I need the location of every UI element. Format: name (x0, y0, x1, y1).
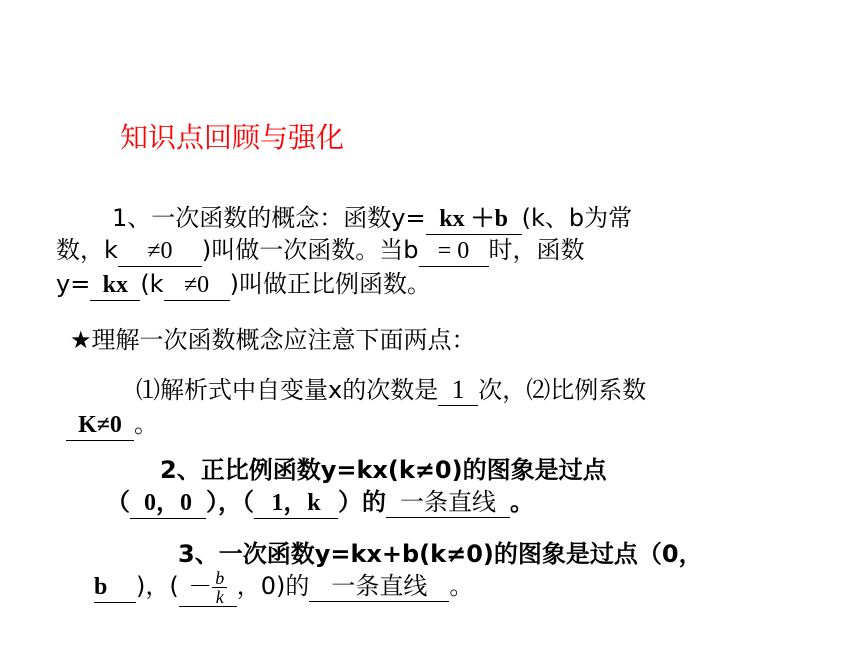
blank-straight-line-2: 一条直线 (309, 571, 449, 602)
blank-b-equals-zero: = 0 (419, 236, 489, 267)
blank-fraction: － $\frac{b}{k}$ (179, 568, 237, 607)
blank-kx: kx (90, 270, 140, 301)
concept-line-2: 数，k ≠0 )叫做一次函数。当b = 0 时，函数 (56, 232, 585, 268)
page-title: 知识点回顾与强化 (120, 121, 345, 154)
points-line-1: ⑴解析式中自变量x的次数是 1 次，⑵比例系数 (136, 375, 647, 404)
notes-heading: ★理解一次函数概念应注意下面两点： (70, 326, 476, 354)
blank-point-1k: 1，k (254, 488, 338, 519)
points-line-2: K≠0 。 (66, 406, 158, 442)
linear-line-2: b )，( － $\frac{b}{k}$ ，0)的 一条直线 。 (94, 567, 474, 607)
concept-line-1: 1、一次函数的概念：函数y= kx ＋b (k、b为常 (112, 200, 632, 236)
proportional-line-1: 2、正比例函数y=kx(k≠0)的图象是过点 (160, 456, 607, 484)
blank-point-0b: b (94, 572, 136, 603)
blank-point-origin: 0，0 (130, 488, 206, 519)
blank-K-not-zero: K≠0 (66, 410, 134, 441)
blank-k-not-zero: ≠0 (118, 236, 202, 267)
fraction-b-over-k: $\frac{b}{k}$ (212, 569, 227, 606)
blank-straight-line: 一条直线 (386, 487, 510, 518)
blank-k-not-zero-2: ≠0 (164, 270, 230, 301)
proportional-line-2: （ 0，0 ），（ 1，k ）的 一条直线 。 (106, 484, 534, 520)
blank-kx-plus-b: kx ＋b (426, 204, 522, 235)
blank-degree-one: 1 (438, 375, 478, 406)
concept-line-3: y= kx (k ≠0 )叫做正比例函数。 (56, 266, 431, 302)
linear-line-1: 3、一次函数y=kx+b(k≠0)的图象是过点（0， (178, 540, 703, 568)
